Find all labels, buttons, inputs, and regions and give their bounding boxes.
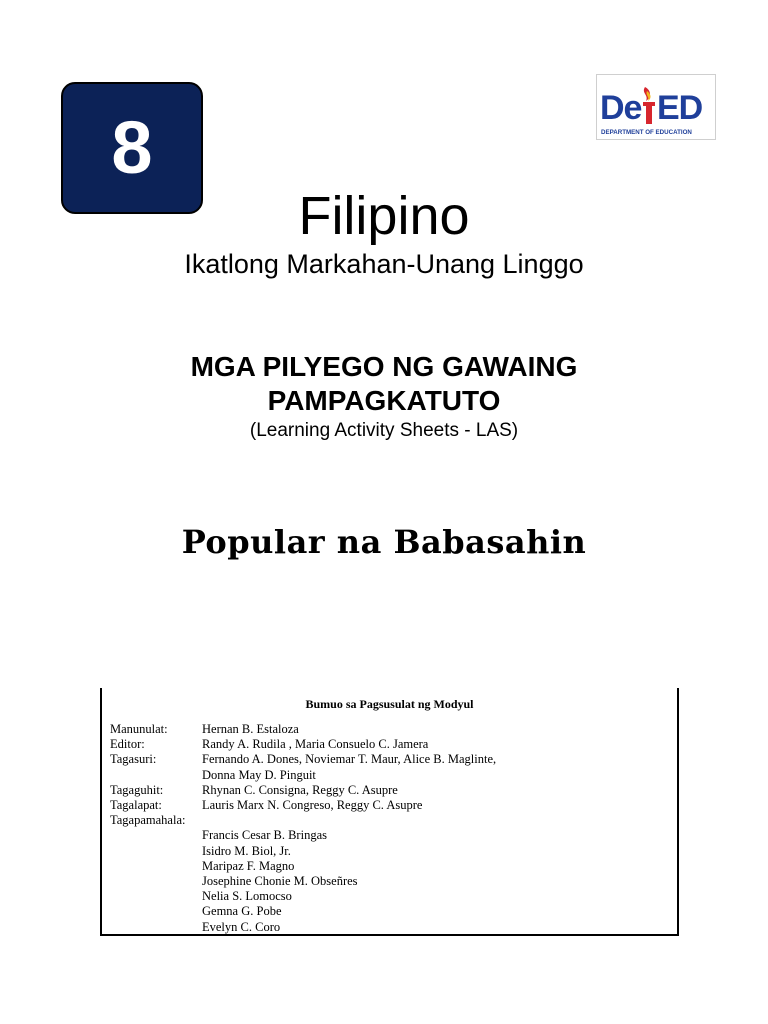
- credit-role: [102, 828, 202, 934]
- las-title-line-2: PAMPAGKATUTO: [267, 385, 501, 416]
- svg-text:ED: ED: [657, 89, 703, 127]
- credit-names: [202, 783, 677, 798]
- credit-name: Lauris Marx N. Congreso, Reggy C. Asupre: [202, 798, 423, 813]
- topic-title: Popular na Babasahin: [181, 523, 587, 561]
- quarter-week-subtitle: Ikatlong Markahan-Unang Linggo: [184, 249, 584, 279]
- credit-name: Josephine Chonie M. Obseñres: [202, 874, 358, 889]
- credit-role: Tagalapat:: [110, 798, 162, 813]
- credit-names: [202, 722, 677, 737]
- credit-names: [202, 737, 677, 752]
- credit-names: [202, 813, 677, 828]
- credit-row: [102, 752, 677, 782]
- credit-name: Francis Cesar B. Bringas: [202, 828, 327, 843]
- las-title-line-1: MGA PILYEGO NG GAWAING: [190, 351, 578, 382]
- credit-name: Hernan B. Estaloza: [202, 722, 299, 736]
- credit-role: Tagapamahala:: [110, 813, 186, 828]
- credit-name: Donna May D. Pinguit: [202, 767, 316, 782]
- credit-row: [102, 737, 677, 752]
- credits-box: [100, 688, 679, 936]
- logo-caption: DEPARTMENT OF EDUCATION: [601, 129, 692, 136]
- deped-logo-icon: [597, 75, 715, 139]
- credit-name: Evelyn C. Coro: [202, 919, 281, 934]
- credit-row: [102, 722, 677, 737]
- las-title: [0, 350, 768, 418]
- credits-list: [102, 722, 677, 935]
- subject-title: Filipino: [298, 186, 470, 246]
- las-subtitle: (Learning Activity Sheets - LAS): [249, 420, 519, 441]
- credit-name: Randy A. Rudila , Maria Consuelo C. Jamera: [202, 737, 429, 752]
- credit-role: Tagaguhit:: [110, 782, 164, 797]
- credit-role: Tagasuri:: [110, 752, 157, 767]
- credit-row: [102, 798, 677, 813]
- credit-name: Maripaz F. Magno: [202, 858, 295, 873]
- svg-text:De: De: [600, 89, 642, 127]
- credit-name: Nelia S. Lomocso: [202, 889, 292, 904]
- credit-names: [202, 798, 677, 813]
- credit-names: [202, 828, 677, 934]
- credits-heading: Bumuo sa Pagsusulat ng Modyul: [305, 697, 474, 711]
- credit-role: Editor:: [110, 737, 145, 752]
- credit-name: Fernando A. Dones, Noviemar T. Maur, Alice B. Maglinte,: [202, 752, 497, 767]
- credit-row: [102, 783, 677, 798]
- credit-name: Rhynan C. Consigna, Reggy C. Asupre: [202, 782, 398, 797]
- credit-names: [202, 752, 677, 782]
- credit-name: Gemna G. Pobe: [202, 904, 282, 919]
- grade-number: 8: [111, 106, 153, 189]
- credit-row: [102, 813, 677, 828]
- deped-logo: [596, 74, 716, 140]
- credit-role: Manunulat:: [110, 722, 168, 736]
- credit-row: [102, 828, 677, 934]
- credit-name: Isidro M. Biol, Jr.: [202, 843, 291, 858]
